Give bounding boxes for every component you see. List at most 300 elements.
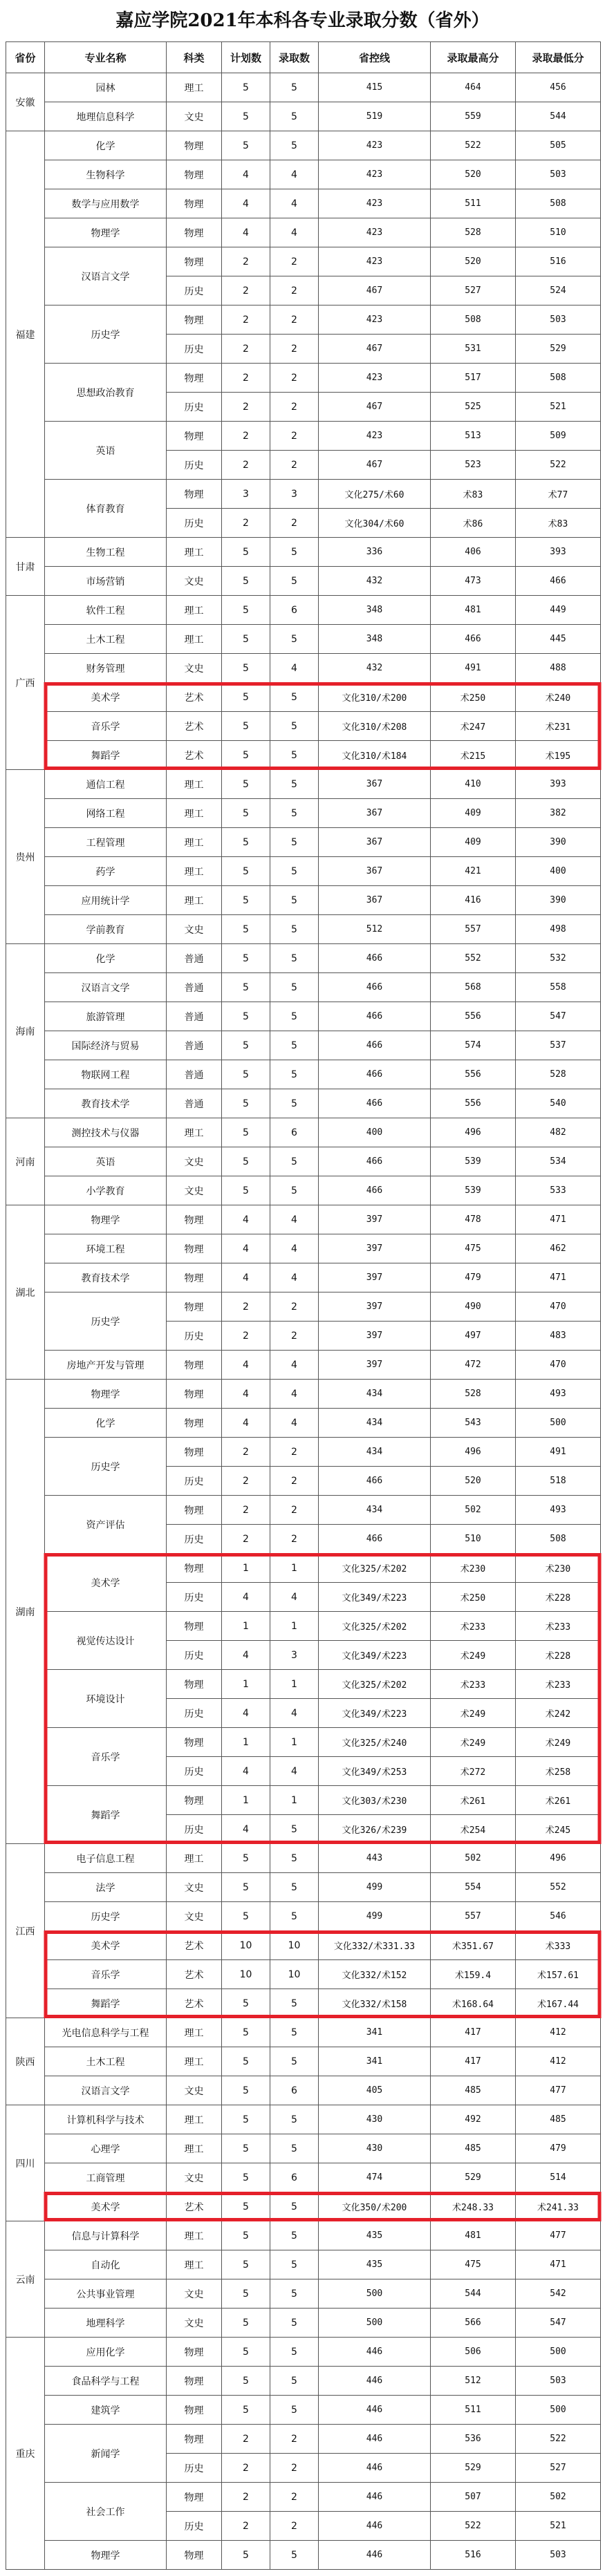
table-row — [6, 2047, 601, 2076]
admitted-count-cell: 1 — [270, 1786, 319, 1815]
category-cell: 历史 — [167, 393, 222, 422]
plan-count-cell: 5 — [222, 828, 270, 857]
plan-count-cell: 2 — [222, 2483, 270, 2512]
plan-count-cell: 2 — [222, 1322, 270, 1351]
admitted-count-cell: 2 — [270, 335, 319, 364]
plan-count-cell: 2 — [222, 422, 270, 451]
min-score-cell: 术233 — [516, 1612, 601, 1641]
min-score-cell: 术240 — [516, 683, 601, 712]
admitted-count-cell: 4 — [270, 1583, 319, 1612]
plan-count-cell: 2 — [222, 247, 270, 276]
admitted-count-cell: 5 — [270, 973, 319, 1002]
plan-count-cell: 5 — [222, 2134, 270, 2163]
max-score-cell: 496 — [431, 1438, 516, 1467]
control-line-cell: 466 — [319, 1467, 431, 1496]
plan-count-cell: 2 — [222, 1467, 270, 1496]
max-score-cell: 543 — [431, 1409, 516, 1438]
major-name-cell: 美术学 — [45, 683, 167, 712]
control-line-cell: 466 — [319, 1031, 431, 1060]
min-score-cell: 393 — [516, 538, 601, 567]
control-line-cell: 文化304/术60 — [319, 509, 431, 538]
max-score-cell: 536 — [431, 2425, 516, 2454]
min-score-cell: 470 — [516, 1351, 601, 1380]
admitted-count-cell: 5 — [270, 886, 319, 915]
min-score-cell: 术228 — [516, 1641, 601, 1670]
admitted-count-cell: 5 — [270, 131, 319, 160]
table-row — [6, 364, 601, 393]
major-name-cell: 社会工作 — [45, 2483, 167, 2541]
category-cell: 理工 — [167, 625, 222, 654]
major-name-cell: 信息与计算科学 — [45, 2221, 167, 2250]
admitted-count-cell: 5 — [270, 828, 319, 857]
admitted-count-cell: 2 — [270, 2483, 319, 2512]
control-line-cell: 519 — [319, 102, 431, 131]
category-cell: 物理 — [167, 1612, 222, 1641]
plan-count-cell: 4 — [222, 1815, 270, 1844]
admitted-count-cell: 4 — [270, 1205, 319, 1234]
control-line-cell: 446 — [319, 2512, 431, 2541]
table-row — [6, 1670, 601, 1699]
major-name-cell: 物理学 — [45, 1205, 167, 1234]
max-score-cell: 502 — [431, 1496, 516, 1525]
max-score-cell: 472 — [431, 1351, 516, 1380]
table-row — [6, 1234, 601, 1263]
min-score-cell: 493 — [516, 1496, 601, 1525]
control-line-cell: 446 — [319, 2483, 431, 2512]
max-score-cell: 556 — [431, 1089, 516, 1118]
control-line-cell: 423 — [319, 305, 431, 335]
table-row — [6, 73, 601, 102]
table-row — [6, 1089, 601, 1118]
min-score-cell: 522 — [516, 451, 601, 480]
admitted-count-cell: 5 — [270, 625, 319, 654]
plan-count-cell: 5 — [222, 683, 270, 712]
min-score-cell: 552 — [516, 1873, 601, 1902]
admitted-count-cell: 5 — [270, 2134, 319, 2163]
control-line-cell: 397 — [319, 1205, 431, 1234]
plan-count-cell: 5 — [222, 1844, 270, 1873]
plan-count-cell: 4 — [222, 160, 270, 189]
major-name-cell: 旅游管理 — [45, 1002, 167, 1031]
plan-count-cell: 5 — [222, 625, 270, 654]
table-row — [6, 2105, 601, 2134]
min-score-cell: 术195 — [516, 741, 601, 770]
table-row — [6, 1380, 601, 1409]
table-row — [6, 2541, 601, 2570]
category-cell: 艺术 — [167, 1931, 222, 1960]
plan-count-cell: 4 — [222, 1263, 270, 1292]
min-score-cell: 502 — [516, 2483, 601, 2512]
max-score-cell: 术351.67 — [431, 1931, 516, 1960]
major-name-cell: 舞蹈学 — [45, 1989, 167, 2018]
plan-count-cell: 5 — [222, 2367, 270, 2396]
category-cell: 文史 — [167, 102, 222, 131]
control-line-cell: 423 — [319, 422, 431, 451]
max-score-cell: 554 — [431, 1873, 516, 1902]
admitted-count-cell: 2 — [270, 1496, 319, 1525]
major-name-cell: 数学与应用数学 — [45, 189, 167, 218]
admitted-count-cell: 4 — [270, 1380, 319, 1409]
control-line-cell: 文化332/术152 — [319, 1960, 431, 1989]
admitted-count-cell: 4 — [270, 189, 319, 218]
table-row — [6, 538, 601, 567]
major-name-cell: 汉语言文学 — [45, 2076, 167, 2105]
admitted-count-cell: 2 — [270, 1322, 319, 1351]
admitted-count-cell: 2 — [270, 2425, 319, 2454]
table-row — [6, 1002, 601, 1031]
category-cell: 历史 — [167, 1757, 222, 1786]
min-score-cell: 508 — [516, 189, 601, 218]
major-name-cell: 美术学 — [45, 1931, 167, 1960]
table-row — [6, 1118, 601, 1147]
category-cell: 理工 — [167, 596, 222, 625]
max-score-cell: 475 — [431, 2250, 516, 2279]
header-major: 专业名称 — [45, 42, 167, 73]
max-score-cell: 479 — [431, 1263, 516, 1292]
table-row — [6, 1960, 601, 1989]
major-name-cell: 音乐学 — [45, 1960, 167, 1989]
max-score-cell: 520 — [431, 1467, 516, 1496]
plan-count-cell: 5 — [222, 73, 270, 102]
table-row — [6, 1263, 601, 1292]
min-score-cell: 456 — [516, 73, 601, 102]
control-line-cell: 435 — [319, 2250, 431, 2279]
admitted-count-cell: 5 — [270, 2279, 319, 2309]
admitted-count-cell: 5 — [270, 1176, 319, 1205]
admitted-count-cell: 5 — [270, 2367, 319, 2396]
plan-count-cell: 5 — [222, 741, 270, 770]
table-row — [6, 2367, 601, 2396]
control-line-cell: 467 — [319, 451, 431, 480]
province-cell: 安徽 — [6, 73, 45, 131]
admitted-count-cell: 4 — [270, 1699, 319, 1728]
table-row — [6, 1728, 601, 1757]
admitted-count-cell: 6 — [270, 1118, 319, 1147]
table-row — [6, 1060, 601, 1089]
admitted-count-cell: 5 — [270, 102, 319, 131]
max-score-cell: 术248.33 — [431, 2192, 516, 2221]
plan-count-cell: 5 — [222, 886, 270, 915]
min-score-cell: 术261 — [516, 1786, 601, 1815]
plan-count-cell: 4 — [222, 1234, 270, 1263]
plan-count-cell: 2 — [222, 2454, 270, 2483]
min-score-cell: 544 — [516, 102, 601, 131]
control-line-cell: 466 — [319, 944, 431, 973]
min-score-cell: 术230 — [516, 1554, 601, 1583]
plan-count-cell: 5 — [222, 596, 270, 625]
control-line-cell: 341 — [319, 2047, 431, 2076]
major-name-cell: 地理信息科学 — [45, 102, 167, 131]
category-cell: 理工 — [167, 73, 222, 102]
table-row — [6, 1844, 601, 1873]
min-score-cell: 493 — [516, 1380, 601, 1409]
major-name-cell: 思想政治教育 — [45, 364, 167, 422]
major-name-cell: 财务管理 — [45, 654, 167, 683]
category-cell: 普通 — [167, 973, 222, 1002]
control-line-cell: 430 — [319, 2105, 431, 2134]
category-cell: 历史 — [167, 1583, 222, 1612]
plan-count-cell: 5 — [222, 2192, 270, 2221]
max-score-cell: 574 — [431, 1031, 516, 1060]
major-name-cell: 市场营销 — [45, 567, 167, 596]
min-score-cell: 488 — [516, 654, 601, 683]
major-name-cell: 教育技术学 — [45, 1263, 167, 1292]
category-cell: 物理 — [167, 2338, 222, 2367]
max-score-cell: 528 — [431, 1380, 516, 1409]
control-line-cell: 435 — [319, 2221, 431, 2250]
admitted-count-cell: 5 — [270, 2396, 319, 2425]
category-cell: 物理 — [167, 1496, 222, 1525]
category-cell: 历史 — [167, 1467, 222, 1496]
plan-count-cell: 2 — [222, 2512, 270, 2541]
plan-count-cell: 5 — [222, 1031, 270, 1060]
max-score-cell: 520 — [431, 247, 516, 276]
table-row — [6, 1205, 601, 1234]
max-score-cell: 556 — [431, 1002, 516, 1031]
plan-count-cell: 4 — [222, 1757, 270, 1786]
control-line-cell: 397 — [319, 1292, 431, 1322]
plan-count-cell: 5 — [222, 1060, 270, 1089]
category-cell: 理工 — [167, 2105, 222, 2134]
table-row — [6, 160, 601, 189]
max-score-cell: 410 — [431, 770, 516, 799]
min-score-cell: 498 — [516, 915, 601, 944]
table-row — [6, 2309, 601, 2338]
major-name-cell: 工程管理 — [45, 828, 167, 857]
control-line-cell: 文化350/术200 — [319, 2192, 431, 2221]
category-cell: 文史 — [167, 567, 222, 596]
control-line-cell: 文化275/术60 — [319, 480, 431, 509]
control-line-cell: 文化303/术230 — [319, 1786, 431, 1815]
table-row — [6, 1612, 601, 1641]
max-score-cell: 464 — [431, 73, 516, 102]
category-cell: 文史 — [167, 2279, 222, 2309]
control-line-cell: 446 — [319, 2541, 431, 2570]
province-cell: 湖北 — [6, 1205, 45, 1380]
admitted-count-cell: 5 — [270, 944, 319, 973]
admitted-count-cell: 10 — [270, 1960, 319, 1989]
min-score-cell: 412 — [516, 2018, 601, 2047]
table-row — [6, 2018, 601, 2047]
admitted-count-cell: 2 — [270, 509, 319, 538]
control-line-cell: 341 — [319, 2018, 431, 2047]
control-line-cell: 397 — [319, 1322, 431, 1351]
table-row — [6, 1931, 601, 1960]
control-line-cell: 415 — [319, 73, 431, 102]
plan-count-cell: 5 — [222, 654, 270, 683]
admitted-count-cell: 5 — [270, 2221, 319, 2250]
category-cell: 文史 — [167, 654, 222, 683]
control-line-cell: 397 — [319, 1234, 431, 1263]
control-line-cell: 466 — [319, 1147, 431, 1176]
min-score-cell: 412 — [516, 2047, 601, 2076]
category-cell: 理工 — [167, 1118, 222, 1147]
plan-count-cell: 4 — [222, 218, 270, 247]
category-cell: 物理 — [167, 1292, 222, 1322]
province-cell: 重庆 — [6, 2338, 45, 2570]
major-name-cell: 环境工程 — [45, 1234, 167, 1263]
min-score-cell: 547 — [516, 1002, 601, 1031]
plan-count-cell: 4 — [222, 189, 270, 218]
plan-count-cell: 2 — [222, 305, 270, 335]
category-cell: 理工 — [167, 886, 222, 915]
min-score-cell: 术333 — [516, 1931, 601, 1960]
category-cell: 理工 — [167, 2047, 222, 2076]
category-cell: 物理 — [167, 2367, 222, 2396]
min-score-cell: 547 — [516, 2309, 601, 2338]
plan-count-cell: 5 — [222, 915, 270, 944]
table-row — [6, 102, 601, 131]
min-score-cell: 505 — [516, 131, 601, 160]
table-body — [6, 73, 601, 2570]
province-cell: 广西 — [6, 596, 45, 770]
category-cell: 历史 — [167, 1699, 222, 1728]
control-line-cell: 423 — [319, 189, 431, 218]
control-line-cell: 466 — [319, 1176, 431, 1205]
plan-count-cell: 2 — [222, 451, 270, 480]
major-name-cell: 汉语言文学 — [45, 247, 167, 305]
control-line-cell: 文化332/术331.33 — [319, 1931, 431, 1960]
major-name-cell: 公共事业管理 — [45, 2279, 167, 2309]
plan-count-cell: 2 — [222, 393, 270, 422]
min-score-cell: 503 — [516, 160, 601, 189]
control-line-cell: 474 — [319, 2163, 431, 2192]
header-plan: 计划数 — [222, 42, 270, 73]
min-score-cell: 503 — [516, 2541, 601, 2570]
province-cell: 陕西 — [6, 2018, 45, 2105]
table-row — [6, 1438, 601, 1467]
table-row — [6, 305, 601, 335]
control-line-cell: 467 — [319, 393, 431, 422]
max-score-cell: 496 — [431, 1118, 516, 1147]
table-row — [6, 2425, 601, 2454]
control-line-cell: 423 — [319, 131, 431, 160]
min-score-cell: 510 — [516, 218, 601, 247]
category-cell: 物理 — [167, 218, 222, 247]
major-name-cell: 历史学 — [45, 1292, 167, 1351]
major-name-cell: 舞蹈学 — [45, 741, 167, 770]
province-cell: 海南 — [6, 944, 45, 1118]
control-line-cell: 467 — [319, 335, 431, 364]
plan-count-cell: 3 — [222, 480, 270, 509]
admitted-count-cell: 6 — [270, 2163, 319, 2192]
category-cell: 普通 — [167, 944, 222, 973]
category-cell: 理工 — [167, 1844, 222, 1873]
max-score-cell: 417 — [431, 2018, 516, 2047]
category-cell: 理工 — [167, 2221, 222, 2250]
plan-count-cell: 5 — [222, 1147, 270, 1176]
control-line-cell: 文化332/术158 — [319, 1989, 431, 2018]
min-score-cell: 482 — [516, 1118, 601, 1147]
major-name-cell: 化学 — [45, 131, 167, 160]
admitted-count-cell: 4 — [270, 654, 319, 683]
max-score-cell: 478 — [431, 1205, 516, 1234]
major-name-cell: 法学 — [45, 1873, 167, 1902]
table-row — [6, 1496, 601, 1525]
table-row — [6, 596, 601, 625]
control-line-cell: 446 — [319, 2454, 431, 2483]
plan-count-cell: 5 — [222, 102, 270, 131]
control-line-cell: 446 — [319, 2338, 431, 2367]
plan-count-cell: 2 — [222, 1438, 270, 1467]
table-row — [6, 422, 601, 451]
header-category: 科类 — [167, 42, 222, 73]
category-cell: 艺术 — [167, 683, 222, 712]
category-cell: 艺术 — [167, 1960, 222, 1989]
control-line-cell: 466 — [319, 973, 431, 1002]
major-name-cell: 生物工程 — [45, 538, 167, 567]
admitted-count-cell: 2 — [270, 305, 319, 335]
admitted-count-cell: 5 — [270, 2105, 319, 2134]
plan-count-cell: 5 — [222, 1089, 270, 1118]
control-line-cell: 434 — [319, 1409, 431, 1438]
max-score-cell: 566 — [431, 2309, 516, 2338]
max-score-cell: 507 — [431, 2483, 516, 2512]
plan-count-cell: 5 — [222, 2105, 270, 2134]
plan-count-cell: 5 — [222, 538, 270, 567]
control-line-cell: 446 — [319, 2367, 431, 2396]
max-score-cell: 557 — [431, 1902, 516, 1931]
plan-count-cell: 2 — [222, 509, 270, 538]
min-score-cell: 471 — [516, 1205, 601, 1234]
major-name-cell: 食品科学与工程 — [45, 2367, 167, 2396]
major-name-cell: 地理科学 — [45, 2309, 167, 2338]
table-row — [6, 1902, 601, 1931]
category-cell: 物理 — [167, 131, 222, 160]
plan-count-cell: 4 — [222, 1409, 270, 1438]
table-row — [6, 2076, 601, 2105]
major-name-cell: 新闻学 — [45, 2425, 167, 2483]
min-score-cell: 485 — [516, 2105, 601, 2134]
admitted-count-cell: 4 — [270, 1409, 319, 1438]
category-cell: 物理 — [167, 247, 222, 276]
major-name-cell: 房地产开发与管理 — [45, 1351, 167, 1380]
control-line-cell: 文化325/术202 — [319, 1670, 431, 1699]
max-score-cell: 481 — [431, 2221, 516, 2250]
category-cell: 物理 — [167, 1263, 222, 1292]
min-score-cell: 390 — [516, 828, 601, 857]
admitted-count-cell: 2 — [270, 1467, 319, 1496]
control-line-cell: 397 — [319, 1263, 431, 1292]
plan-count-cell: 5 — [222, 1176, 270, 1205]
major-name-cell: 园林 — [45, 73, 167, 102]
min-score-cell: 508 — [516, 1525, 601, 1554]
plan-count-cell: 5 — [222, 2309, 270, 2338]
control-line-cell: 466 — [319, 1060, 431, 1089]
header-admitted: 录取数 — [270, 42, 319, 73]
header-max-score: 录取最高分 — [431, 42, 516, 73]
min-score-cell: 术241.33 — [516, 2192, 601, 2221]
min-score-cell: 532 — [516, 944, 601, 973]
plan-count-cell: 5 — [222, 2396, 270, 2425]
plan-count-cell: 1 — [222, 1728, 270, 1757]
category-cell: 历史 — [167, 1815, 222, 1844]
plan-count-cell: 5 — [222, 2076, 270, 2105]
plan-count-cell: 2 — [222, 1496, 270, 1525]
control-line-cell: 367 — [319, 828, 431, 857]
page-title: 嘉应学院2021年本科各专业录取分数（省外） — [115, 10, 490, 31]
table-row — [6, 2192, 601, 2221]
min-score-cell: 503 — [516, 305, 601, 335]
control-line-cell: 434 — [319, 1496, 431, 1525]
min-score-cell: 466 — [516, 567, 601, 596]
max-score-cell: 531 — [431, 335, 516, 364]
admitted-count-cell: 5 — [270, 1060, 319, 1089]
plan-count-cell: 5 — [222, 2163, 270, 2192]
max-score-cell: 术233 — [431, 1670, 516, 1699]
admitted-count-cell: 2 — [270, 393, 319, 422]
table-row — [6, 625, 601, 654]
